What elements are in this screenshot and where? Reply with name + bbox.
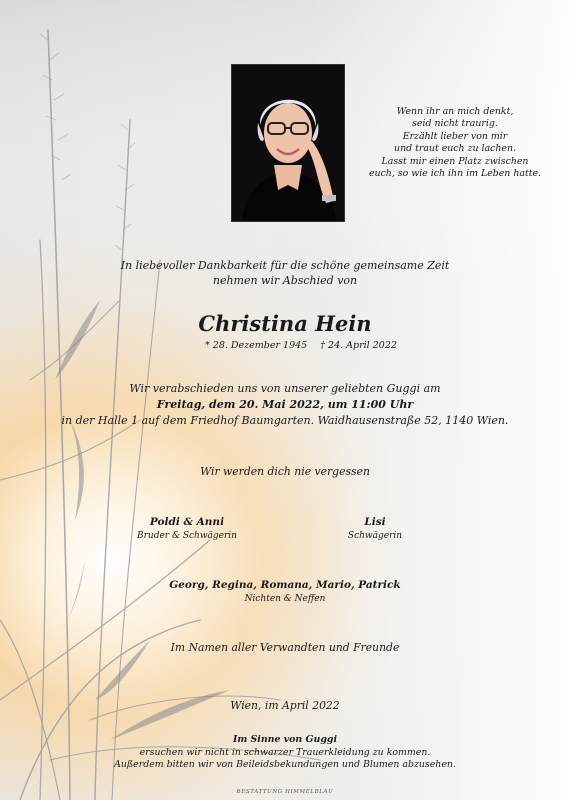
all-relatives-text: Im Namen aller Verwandten und Freunde [170, 641, 400, 654]
notice-line: Außerdem bitten wir von Beileidsbekundungen und Blumen abzusehen. [114, 759, 456, 770]
birth-date: * 28. Dezember 1945 [205, 340, 308, 351]
poem-line: euch, so wie ich ihn im Leben hatte. [368, 168, 542, 180]
funeral-date-time: Freitag, dem 20. Mai 2022, um 11:00 Uhr [156, 398, 414, 411]
notice-line: ersuchen wir nicht in schwarzer Trauerkleidung zu kommen. [139, 746, 431, 758]
portrait-photo [231, 64, 345, 222]
funeral-details [0, 381, 570, 429]
death-date: † 24. April 2022 [320, 340, 397, 351]
mourner-names: Poldi & Anni [149, 516, 225, 528]
request-notice [0, 734, 570, 772]
poem-line: Lasst mir einen Platz zwischen [381, 155, 529, 167]
poem-line: Erzählt lieber von mir [402, 130, 508, 142]
funeral-location: in der Halle 1 auf dem Friedhof Baumgarten. Waidhausenstraße 52, 1140 Wien. [61, 414, 509, 427]
mourner-relation: Schwägerin [347, 531, 403, 541]
mourner-group [300, 515, 450, 543]
notice-title: Im Sinne von Guggi [232, 734, 338, 745]
place-date: Wien, im April 2022 [230, 699, 340, 712]
mourner-relation: Nichten & Neffen [244, 594, 326, 604]
mourner-group [0, 578, 570, 606]
life-dates [205, 340, 397, 351]
mourner-group [112, 515, 262, 543]
intro-line: In liebevoller Dankbarkeit für die schöne gemeinsame Zeit [120, 259, 450, 272]
poem-line: und traut euch zu lachen. [394, 143, 516, 155]
never-forget-text: Wir werden dich nie vergessen [200, 465, 370, 478]
mourner-names: Lisi [364, 516, 386, 528]
mourner-relation: Bruder & Schwägerin [137, 531, 237, 541]
intro-line: nehmen wir Abschied von [212, 274, 358, 287]
poem-line: seid nicht traurig. [412, 118, 498, 130]
poem-line: Wenn ihr an mich denkt, [396, 106, 514, 117]
memorial-poem [350, 106, 560, 180]
intro-text [0, 258, 570, 288]
deceased-name: Christina Hein [198, 311, 372, 336]
funeral-line: Wir verabschieden uns von unserer geliebten Guggi am [129, 382, 441, 395]
mourner-names: Georg, Regina, Romana, Mario, Patrick [169, 579, 401, 591]
funeral-home-credit: BESTATTUNG HIMMELBLAU [236, 789, 334, 795]
